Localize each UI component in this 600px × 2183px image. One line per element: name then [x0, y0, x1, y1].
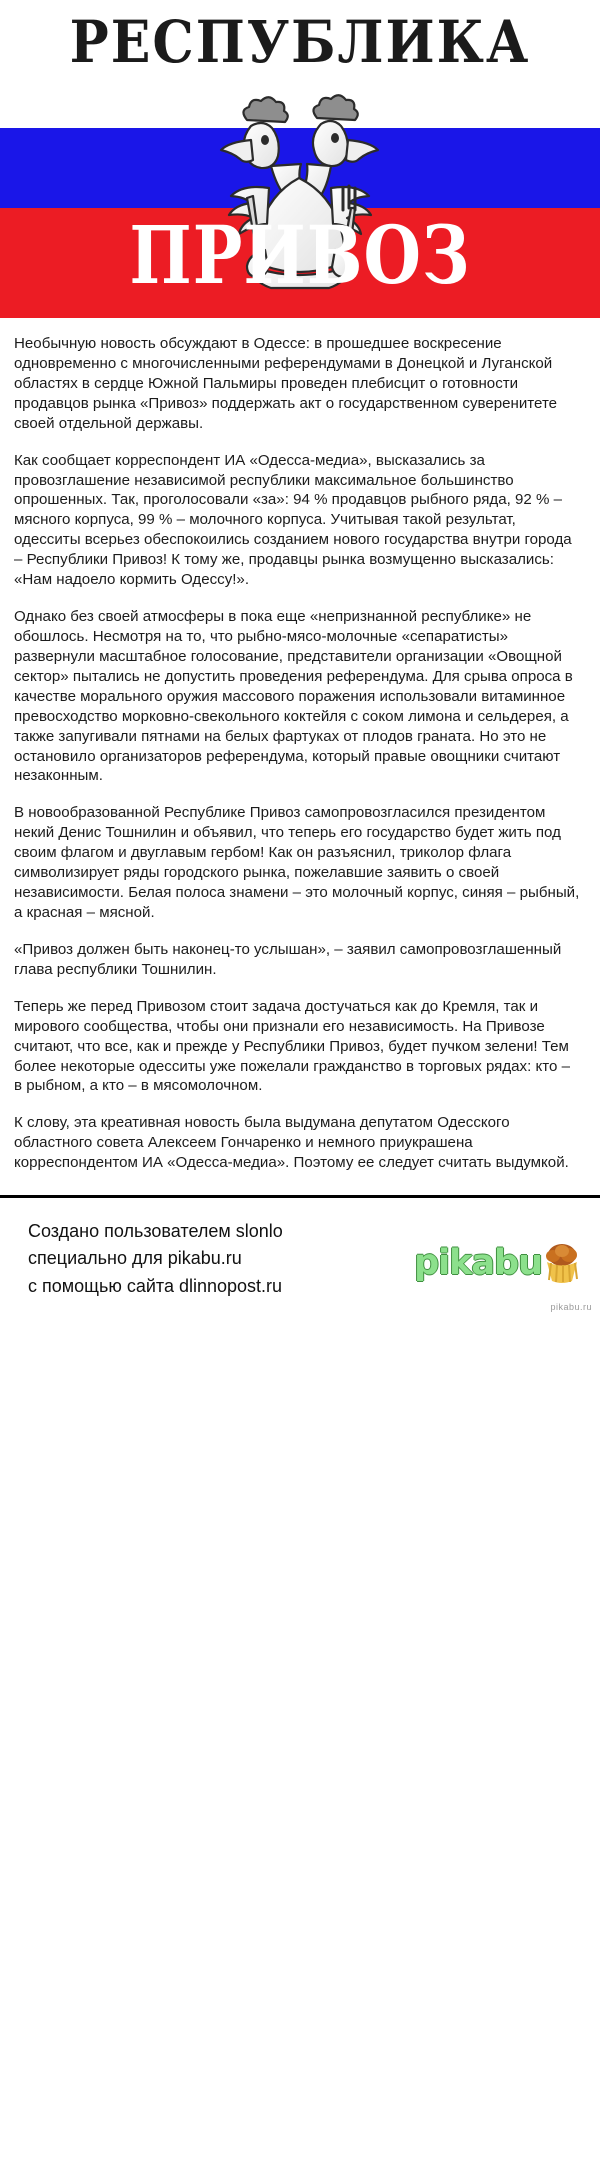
republic-banner	[0, 0, 600, 318]
pikabu-logo-text: pikabu	[414, 1242, 542, 1283]
paragraph: Однако без своей атмосферы в пока еще «непризнанной республике» не обошлось. Несмотря на то, что рыбно-мясо-молочные «сепаратисты» развернули масштабное голосование, представители организации «Овощной сектор» пытались не допустить проведения референдума. Для срыва опроса в качестве морального оружия массового поражения использовали витаминное превосходство морковно-свекольного коктейля с соком лимона и сельдерея, а также запугивали пятнами на белых фартуках от плодов граната. Но это не остановило организаторов референдума, который правые овощники считают незаконным.	[14, 608, 573, 785]
footer-line-site: специально для pikabu.ru	[28, 1248, 242, 1269]
banner-title: РЕСПУБЛИКА	[69, 8, 531, 77]
paragraph: Необычную новость обсуждают в Одессе: в прошедшее воскресение одновременно с многочисленными референдумами в Донецкой и Луганской областях в сердце Южной Пальмиры проведен плебисцит о готовности продавцов рынка «Привоз» поддержать акт о государственном суверенитете своей отдельной державы.	[14, 335, 558, 432]
footer-line-tool: с помощью сайта dlinnopost.ru	[28, 1275, 283, 1296]
footer-credits	[0, 1198, 600, 1316]
paragraph: К слову, эта креативная новость была выдумана депутатом Одесского областного совета Алексеем Гончаренко и немного приукрашена корреспондентом ИА «Одесса-медиа». Поэтому ее следует считать выдумкой.	[14, 1114, 569, 1172]
pikabu-logo[interactable]	[414, 1242, 584, 1284]
article-body	[0, 318, 600, 1183]
paragraph: В новообразованной Республике Привоз самопровозгласился президентом некий Денис Тошнилин и объявил, что теперь его государство будет жить под своим флагом и двуглавым гербом! Как он разъяснил, триколор флага символизирует ряды городского рынка, пожелавшие заявить о своей независимости. Белая полоса знамени – это молочный корпус, синяя – рыбный, а красная – мясной.	[14, 804, 580, 921]
muffin-icon	[540, 1242, 584, 1284]
paragraph: Теперь же перед Привозом стоит задача достучаться как до Кремля, так и мирового сообщества, чтобы они признали его независимость. На Привозе считают, что все, как и прежде у Республики Привоз, будет пучком зелени! Тем более некоторые одесситы уже пожелали гражданство в торговых рядах: кто – в рыбном, а кто – в мясомолочном.	[14, 997, 570, 1095]
paragraph: Как сообщает корреспондент ИА «Одесса-медиа», высказались за провозглашение независимой республики максимальное большинство опрошенных. Так, проголосовали «за»: 94 % продавцов рыбного ряда, 92 % – мясного корпуса, 99 % – молочного корпуса. Учитывая такой результат, одесситы всерьез обеспокоились созданием нового государства внутри города – Республики Привоз! К тому же, продавцы рынка возмущенно высказались: «Нам надоело кормить Одессу!».	[14, 451, 572, 589]
pikabu-watermark: pikabu.ru	[550, 1302, 592, 1313]
banner-subtitle: ПРИВОЗ	[129, 208, 471, 303]
paragraph: «Привоз должен быть наконец-то услышан», – заявил самопровозглашенный глава республики Тошнилин.	[14, 940, 562, 978]
footer-line-author: Создано пользователем slonlo	[28, 1221, 283, 1242]
